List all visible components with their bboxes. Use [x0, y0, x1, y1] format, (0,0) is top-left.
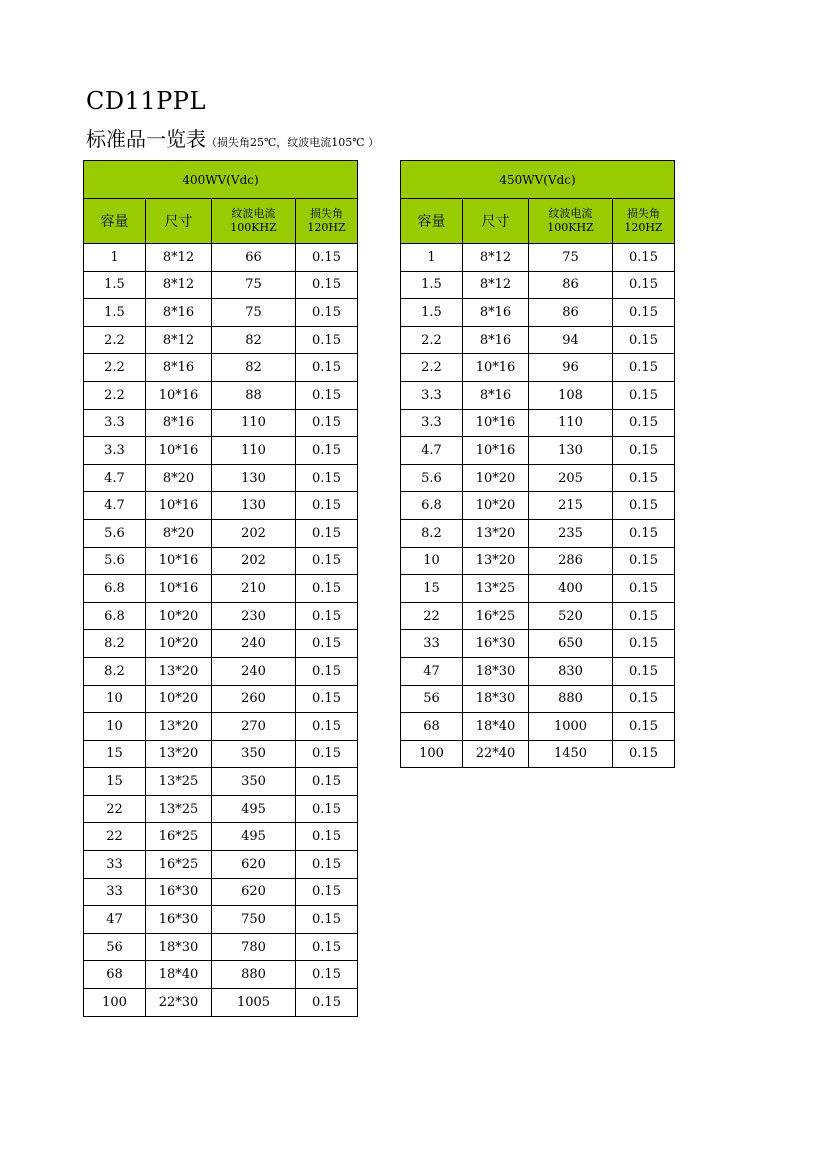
cell-ripple: 88: [212, 381, 296, 409]
cell-size: 10*20: [146, 630, 212, 658]
cell-capacity: 100: [84, 989, 146, 1017]
cell-size: 13*20: [146, 657, 212, 685]
cell-loss: 0.15: [613, 381, 675, 409]
cell-size: 10*20: [463, 464, 529, 492]
cell-ripple: 82: [212, 354, 296, 382]
cell-size: 13*20: [463, 519, 529, 547]
cell-capacity: 10: [401, 547, 463, 575]
cell-loss: 0.15: [613, 409, 675, 437]
cell-ripple: 86: [529, 271, 613, 299]
cell-size: 16*25: [146, 851, 212, 879]
cell-ripple: 202: [212, 519, 296, 547]
cell-loss: 0.15: [613, 713, 675, 741]
cell-loss: 0.15: [613, 354, 675, 382]
cell-loss: 0.15: [296, 657, 358, 685]
cell-ripple: 205: [529, 464, 613, 492]
col-loss-line1: 损失角: [627, 207, 661, 220]
table-row: [401, 685, 675, 713]
table-row: [401, 464, 675, 492]
cell-size: 10*16: [146, 437, 212, 465]
cell-size: 10*16: [463, 437, 529, 465]
col-loss-angle: [613, 199, 675, 244]
cell-size: 10*16: [463, 354, 529, 382]
cell-size: 10*16: [146, 575, 212, 603]
table-row: [84, 299, 358, 327]
table-row: [401, 630, 675, 658]
cell-capacity: 4.7: [84, 492, 146, 520]
cell-ripple: 1450: [529, 740, 613, 768]
cell-size: 10*16: [146, 547, 212, 575]
cell-ripple: 350: [212, 740, 296, 768]
cell-loss: 0.15: [296, 381, 358, 409]
table-row: [84, 823, 358, 851]
col-capacity: 容量: [401, 199, 463, 244]
cell-loss: 0.15: [296, 795, 358, 823]
cell-loss: 0.15: [296, 299, 358, 327]
cell-size: 13*20: [146, 740, 212, 768]
table-row: [84, 547, 358, 575]
cell-capacity: 22: [401, 602, 463, 630]
table-row: [84, 906, 358, 934]
cell-ripple: 495: [212, 795, 296, 823]
cell-loss: 0.15: [613, 437, 675, 465]
cell-loss: 0.15: [296, 961, 358, 989]
col-loss-angle: [296, 199, 358, 244]
cell-size: 10*16: [146, 492, 212, 520]
table-row: [401, 437, 675, 465]
cell-ripple: 202: [212, 547, 296, 575]
col-size: 尺寸: [463, 199, 529, 244]
cell-ripple: 75: [212, 299, 296, 327]
table-row: [401, 657, 675, 685]
cell-ripple: 86: [529, 299, 613, 327]
cell-capacity: 4.7: [401, 437, 463, 465]
cell-capacity: 8.2: [84, 657, 146, 685]
cell-size: 8*16: [146, 354, 212, 382]
cell-loss: 0.15: [613, 547, 675, 575]
page-title: CD11PPL: [86, 87, 206, 115]
cell-size: 8*12: [463, 271, 529, 299]
cell-capacity: 1.5: [84, 271, 146, 299]
cell-size: 18*30: [146, 933, 212, 961]
cell-ripple: 780: [212, 933, 296, 961]
cell-capacity: 56: [401, 685, 463, 713]
cell-loss: 0.15: [296, 326, 358, 354]
cell-size: 22*40: [463, 740, 529, 768]
table-row: [84, 768, 358, 796]
table-row: [401, 244, 675, 272]
cell-ripple: 240: [212, 630, 296, 658]
cell-loss: 0.15: [296, 685, 358, 713]
cell-capacity: 47: [401, 657, 463, 685]
cell-ripple: 96: [529, 354, 613, 382]
cell-capacity: 6.8: [84, 602, 146, 630]
cell-capacity: 3.3: [84, 437, 146, 465]
cell-size: 10*16: [146, 381, 212, 409]
table-heading: 450WV(Vdc): [401, 161, 675, 199]
cell-size: 8*16: [463, 299, 529, 327]
cell-ripple: 75: [529, 244, 613, 272]
cell-ripple: 880: [529, 685, 613, 713]
cell-ripple: 110: [212, 409, 296, 437]
cell-size: 13*20: [146, 713, 212, 741]
cell-capacity: 2.2: [84, 354, 146, 382]
cell-capacity: 22: [84, 823, 146, 851]
table-row: [84, 961, 358, 989]
cell-size: 18*40: [146, 961, 212, 989]
col-size: 尺寸: [146, 199, 212, 244]
cell-ripple: 66: [212, 244, 296, 272]
page-subtitle: [86, 125, 379, 157]
subtitle-note: （损失角25℃，纹波电流105℃ ）: [206, 136, 380, 149]
cell-loss: 0.15: [613, 271, 675, 299]
cell-size: 18*30: [463, 685, 529, 713]
cell-ripple: 94: [529, 326, 613, 354]
cell-ripple: 110: [529, 409, 613, 437]
table-row: [84, 989, 358, 1017]
cell-loss: 0.15: [296, 575, 358, 603]
cell-size: 8*12: [146, 271, 212, 299]
cell-ripple: 350: [212, 768, 296, 796]
table-400wv: [83, 160, 358, 1017]
cell-size: 8*16: [463, 326, 529, 354]
col-capacity: 容量: [84, 199, 146, 244]
cell-loss: 0.15: [613, 244, 675, 272]
cell-size: 13*25: [146, 795, 212, 823]
cell-loss: 0.15: [296, 492, 358, 520]
table-row: [84, 851, 358, 879]
cell-capacity: 15: [84, 740, 146, 768]
cell-capacity: 10: [84, 713, 146, 741]
table-row: [84, 409, 358, 437]
cell-ripple: 495: [212, 823, 296, 851]
table-row: [84, 326, 358, 354]
cell-ripple: 286: [529, 547, 613, 575]
cell-size: 8*12: [146, 326, 212, 354]
table-row: [84, 464, 358, 492]
cell-capacity: 10: [84, 685, 146, 713]
cell-capacity: 68: [84, 961, 146, 989]
cell-capacity: 1.5: [401, 271, 463, 299]
cell-ripple: 108: [529, 381, 613, 409]
cell-capacity: 15: [401, 575, 463, 603]
cell-size: 16*25: [463, 602, 529, 630]
table-row: [401, 602, 675, 630]
cell-capacity: 3.3: [401, 381, 463, 409]
cell-loss: 0.15: [296, 244, 358, 272]
cell-loss: 0.15: [613, 602, 675, 630]
cell-loss: 0.15: [296, 878, 358, 906]
table-row: [84, 244, 358, 272]
cell-size: 8*16: [146, 299, 212, 327]
cell-size: 10*20: [463, 492, 529, 520]
cell-capacity: 47: [84, 906, 146, 934]
cell-capacity: 2.2: [401, 354, 463, 382]
cell-size: 13*25: [463, 575, 529, 603]
cell-size: 8*12: [463, 244, 529, 272]
cell-ripple: 270: [212, 713, 296, 741]
table-row: [401, 299, 675, 327]
cell-loss: 0.15: [296, 768, 358, 796]
cell-size: 13*20: [463, 547, 529, 575]
cell-capacity: 5.6: [84, 519, 146, 547]
cell-size: 18*30: [463, 657, 529, 685]
cell-capacity: 68: [401, 713, 463, 741]
cell-size: 22*30: [146, 989, 212, 1017]
cell-ripple: 110: [212, 437, 296, 465]
table-row: [401, 713, 675, 741]
cell-loss: 0.15: [296, 989, 358, 1017]
table-row: [84, 630, 358, 658]
cell-size: 8*16: [146, 409, 212, 437]
table-body: [401, 244, 675, 768]
cell-ripple: 1000: [529, 713, 613, 741]
table-450wv: [400, 160, 675, 768]
col-ripple-line1: 纹波电流: [548, 207, 593, 220]
cell-capacity: 8.2: [401, 519, 463, 547]
table-row: [401, 354, 675, 382]
cell-loss: 0.15: [613, 519, 675, 547]
cell-loss: 0.15: [296, 713, 358, 741]
cell-ripple: 880: [212, 961, 296, 989]
cell-loss: 0.15: [613, 740, 675, 768]
cell-ripple: 235: [529, 519, 613, 547]
cell-ripple: 130: [212, 464, 296, 492]
cell-size: 18*40: [463, 713, 529, 741]
col-ripple-line1: 纹波电流: [231, 207, 276, 220]
table-row: [84, 657, 358, 685]
cell-loss: 0.15: [613, 464, 675, 492]
col-ripple-current: [529, 199, 613, 244]
cell-capacity: 2.2: [84, 326, 146, 354]
cell-loss: 0.15: [613, 630, 675, 658]
cell-loss: 0.15: [296, 630, 358, 658]
table-row: [401, 575, 675, 603]
cell-capacity: 5.6: [84, 547, 146, 575]
cell-ripple: 82: [212, 326, 296, 354]
cell-size: 10*20: [146, 602, 212, 630]
table-row: [84, 271, 358, 299]
cell-loss: 0.15: [613, 299, 675, 327]
col-ripple-current: [212, 199, 296, 244]
cell-capacity: 1: [84, 244, 146, 272]
table-row: [84, 437, 358, 465]
cell-size: 10*20: [146, 685, 212, 713]
cell-ripple: 1005: [212, 989, 296, 1017]
table-row: [401, 547, 675, 575]
cell-capacity: 3.3: [84, 409, 146, 437]
cell-ripple: 230: [212, 602, 296, 630]
cell-ripple: 75: [212, 271, 296, 299]
cell-capacity: 3.3: [401, 409, 463, 437]
cell-loss: 0.15: [296, 464, 358, 492]
cell-loss: 0.15: [296, 547, 358, 575]
col-ripple-line2: 100KHZ: [230, 221, 277, 234]
cell-size: 16*25: [146, 823, 212, 851]
cell-ripple: 240: [212, 657, 296, 685]
cell-capacity: 15: [84, 768, 146, 796]
cell-ripple: 215: [529, 492, 613, 520]
table-body: [84, 244, 358, 1017]
cell-size: 8*16: [463, 381, 529, 409]
cell-ripple: 210: [212, 575, 296, 603]
cell-size: 13*25: [146, 768, 212, 796]
cell-loss: 0.15: [296, 519, 358, 547]
table-row: [401, 740, 675, 768]
cell-ripple: 520: [529, 602, 613, 630]
table-row: [401, 492, 675, 520]
table-row: [84, 519, 358, 547]
table-row: [84, 878, 358, 906]
cell-ripple: 620: [212, 878, 296, 906]
cell-ripple: 130: [212, 492, 296, 520]
cell-loss: 0.15: [296, 933, 358, 961]
cell-capacity: 6.8: [84, 575, 146, 603]
cell-capacity: 6.8: [401, 492, 463, 520]
cell-capacity: 56: [84, 933, 146, 961]
cell-loss: 0.15: [613, 657, 675, 685]
cell-size: 16*30: [463, 630, 529, 658]
table-heading: 400WV(Vdc): [84, 161, 358, 199]
cell-loss: 0.15: [296, 354, 358, 382]
cell-capacity: 4.7: [84, 464, 146, 492]
cell-ripple: 260: [212, 685, 296, 713]
table-row: [401, 326, 675, 354]
cell-loss: 0.15: [613, 575, 675, 603]
table-row: [401, 271, 675, 299]
cell-loss: 0.15: [296, 906, 358, 934]
subtitle-text: 标准品一览表: [86, 127, 206, 151]
cell-capacity: 1.5: [84, 299, 146, 327]
cell-loss: 0.15: [296, 409, 358, 437]
cell-loss: 0.15: [296, 823, 358, 851]
cell-capacity: 33: [401, 630, 463, 658]
cell-size: 8*20: [146, 519, 212, 547]
cell-ripple: 620: [212, 851, 296, 879]
table-row: [84, 492, 358, 520]
cell-capacity: 22: [84, 795, 146, 823]
cell-ripple: 650: [529, 630, 613, 658]
cell-loss: 0.15: [296, 437, 358, 465]
table-row: [84, 740, 358, 768]
cell-ripple: 830: [529, 657, 613, 685]
table-row: [84, 381, 358, 409]
cell-capacity: 33: [84, 851, 146, 879]
table-row: [401, 381, 675, 409]
table-row: [401, 519, 675, 547]
cell-capacity: 1: [401, 244, 463, 272]
table-row: [84, 713, 358, 741]
table-row: [84, 575, 358, 603]
table-row: [84, 602, 358, 630]
cell-ripple: 750: [212, 906, 296, 934]
cell-loss: 0.15: [296, 271, 358, 299]
cell-capacity: 5.6: [401, 464, 463, 492]
table-row: [84, 354, 358, 382]
col-loss-line2: 120HZ: [307, 221, 346, 234]
cell-loss: 0.15: [613, 326, 675, 354]
cell-loss: 0.15: [613, 492, 675, 520]
col-loss-line2: 120HZ: [624, 221, 663, 234]
col-ripple-line2: 100KHZ: [547, 221, 594, 234]
cell-capacity: 1.5: [401, 299, 463, 327]
cell-capacity: 33: [84, 878, 146, 906]
cell-capacity: 2.2: [401, 326, 463, 354]
table-row: [84, 685, 358, 713]
cell-size: 16*30: [146, 878, 212, 906]
cell-size: 8*20: [146, 464, 212, 492]
cell-size: 16*30: [146, 906, 212, 934]
cell-loss: 0.15: [296, 740, 358, 768]
cell-ripple: 400: [529, 575, 613, 603]
cell-capacity: 100: [401, 740, 463, 768]
cell-capacity: 8.2: [84, 630, 146, 658]
cell-loss: 0.15: [296, 602, 358, 630]
col-loss-line1: 损失角: [310, 207, 344, 220]
cell-capacity: 2.2: [84, 381, 146, 409]
cell-loss: 0.15: [296, 851, 358, 879]
cell-size: 10*16: [463, 409, 529, 437]
table-row: [84, 795, 358, 823]
cell-ripple: 130: [529, 437, 613, 465]
cell-size: 8*12: [146, 244, 212, 272]
table-row: [84, 933, 358, 961]
cell-loss: 0.15: [613, 685, 675, 713]
table-row: [401, 409, 675, 437]
